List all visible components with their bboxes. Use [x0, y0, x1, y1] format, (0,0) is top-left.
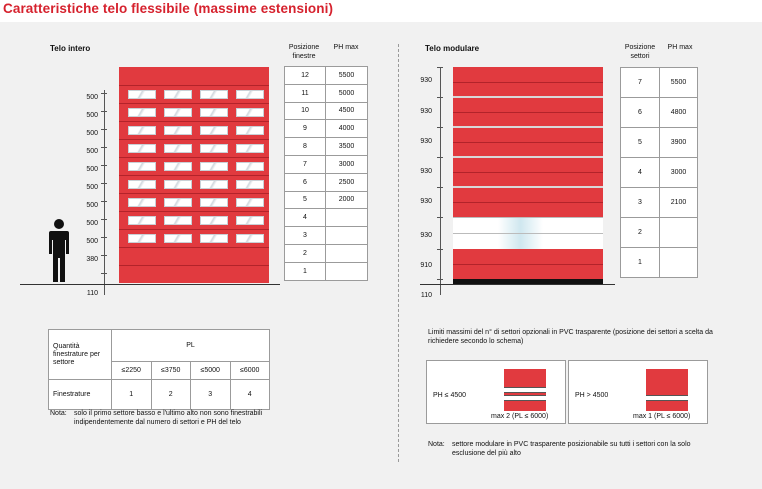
dimension-line [104, 90, 105, 295]
window-panel [236, 162, 264, 171]
dimension-tick [101, 93, 107, 94]
door-groove [119, 193, 269, 194]
window-panel [128, 90, 156, 99]
pl-column: ≤6000 [230, 362, 270, 380]
window-panel [164, 144, 192, 153]
dimension-tick [101, 147, 107, 148]
door-telo-intero [119, 67, 269, 283]
table-row [285, 67, 368, 85]
section-title-telo-intero: Telo intero [50, 44, 91, 53]
sector-joint [453, 96, 603, 98]
dimension-label: 500 [86, 112, 98, 119]
dimension-line [440, 67, 441, 295]
pl-value: 4 [230, 380, 270, 410]
dimension-tick [437, 97, 443, 98]
dimension-label: 500 [86, 130, 98, 137]
pl-row-header: Quantità finestrature per settore [49, 330, 112, 380]
note-label-left: Nota: [50, 410, 67, 417]
sector-joint [453, 186, 603, 188]
dimension-tick [437, 279, 443, 280]
dimension-tick [101, 111, 107, 112]
window-panel [200, 90, 228, 99]
dimension-label: 500 [86, 148, 98, 155]
door-groove [119, 247, 269, 248]
section-title-telo-modulare: Telo modulare [425, 44, 480, 53]
cell-position: 2 [285, 244, 326, 262]
cell-position: 9 [285, 120, 326, 138]
window-panel [164, 162, 192, 171]
dimension-label: 930 [420, 77, 432, 84]
pl-column: ≤5000 [191, 362, 231, 380]
window-panel [236, 144, 264, 153]
dimension-label: 930 [420, 198, 432, 205]
dimension-tick [437, 187, 443, 188]
note-label-right: Nota: [428, 441, 445, 448]
cell-position: 4 [285, 209, 326, 227]
window-panel [236, 198, 264, 207]
table-row [285, 138, 368, 156]
window-panel [236, 180, 264, 189]
cell-position: 12 [285, 67, 326, 85]
window-panel [164, 126, 192, 135]
modular-sector [453, 127, 603, 157]
dimension-label: 930 [420, 138, 432, 145]
dimension-label: 380 [86, 256, 98, 263]
dimension-label: 500 [86, 166, 98, 173]
modular-sector [453, 187, 603, 217]
limit-box-2 [568, 360, 708, 424]
sector-joint [453, 156, 603, 158]
cell-ph-max [660, 248, 698, 278]
limit-box-2-condition: PH > 4500 [575, 392, 609, 399]
door-groove [119, 157, 269, 158]
door-telo-modulare [453, 67, 603, 283]
door-groove [119, 103, 269, 104]
table-row [285, 191, 368, 209]
col-header-posizione-settori: Posizione settori [624, 44, 656, 60]
floor-dimension-label: 110 [420, 292, 432, 299]
cell-ph-max: 2100 [660, 188, 698, 218]
window-panel [200, 162, 228, 171]
cell-ph-max: 4000 [326, 120, 368, 138]
window-panel [128, 126, 156, 135]
pl-value: 1 [112, 380, 152, 410]
note-text-left: solo il primo settore basso e l'ultimo alto non sono finestrabili indipendentemente dal numero di settori e PH del telo [74, 410, 263, 426]
cell-position: 7 [285, 155, 326, 173]
window-panel [236, 126, 264, 135]
col-header-posizione-finestre: Posizione finestre [288, 44, 320, 60]
dimension-label: 500 [86, 94, 98, 101]
cell-ph-max: 3000 [326, 155, 368, 173]
cell-position: 10 [285, 102, 326, 120]
door-groove [453, 172, 603, 173]
cell-ph-max: 2500 [326, 173, 368, 191]
dimension-tick [437, 157, 443, 158]
cell-position: 11 [285, 84, 326, 102]
door-groove [453, 142, 603, 143]
dimension-tick [101, 219, 107, 220]
dimension-label: 500 [86, 202, 98, 209]
window-panel [164, 108, 192, 117]
table-row [285, 173, 368, 191]
cell-ph-max [326, 227, 368, 245]
sector-joint [453, 126, 603, 128]
door-groove [453, 264, 603, 265]
pl-column: ≤3750 [151, 362, 191, 380]
cell-ph-max: 5500 [326, 67, 368, 85]
pl-value: 2 [151, 380, 191, 410]
modular-sector [453, 157, 603, 187]
dimension-label: 500 [86, 184, 98, 191]
window-panel [200, 234, 228, 243]
dimension-label: 500 [86, 220, 98, 227]
dimension-tick [101, 273, 107, 274]
window-panel [128, 180, 156, 189]
pvc-sector [646, 395, 688, 401]
cell-position: 4 [621, 158, 660, 188]
dimension-tick [101, 201, 107, 202]
limits-text: Limiti massimi del n° di settori opzionali in PVC trasparente (posizione dei settori a scelta da richiedere secondo lo schema) [428, 329, 713, 345]
window-panel [200, 144, 228, 153]
table-row [621, 128, 698, 158]
table-row [621, 68, 698, 98]
door-groove [119, 175, 269, 176]
dimension-tick [437, 249, 443, 250]
modular-sector [453, 249, 603, 279]
window-panel [164, 180, 192, 189]
cell-position: 5 [285, 191, 326, 209]
cell-ph-max [326, 244, 368, 262]
cell-ph-max [326, 262, 368, 280]
window-panel [200, 126, 228, 135]
col-header-ph-max: PH max [333, 44, 359, 51]
door-groove [119, 229, 269, 230]
table-row [285, 209, 368, 227]
table-row [285, 244, 368, 262]
dimension-label: 930 [420, 108, 432, 115]
section-divider [398, 44, 399, 462]
table-row [621, 218, 698, 248]
window-panel [164, 234, 192, 243]
cell-ph-max [326, 209, 368, 227]
cell-ph-max: 4500 [326, 102, 368, 120]
dimension-tick [437, 127, 443, 128]
dimension-label: 910 [420, 262, 432, 269]
modular-sector [453, 97, 603, 127]
window-panel [164, 216, 192, 225]
cell-position: 2 [621, 218, 660, 248]
window-panel [164, 90, 192, 99]
modular-sector [453, 67, 603, 97]
window-panel [236, 108, 264, 117]
table-row [285, 120, 368, 138]
window-panel [200, 108, 228, 117]
cell-position: 1 [285, 262, 326, 280]
mini-door-2 [646, 369, 688, 411]
mini-door-1 [504, 369, 546, 411]
window-panel [128, 198, 156, 207]
person-icon [48, 218, 70, 284]
dimension-label: 930 [420, 168, 432, 175]
limit-box-1-condition: PH ≤ 4500 [433, 392, 467, 399]
window-panel [128, 108, 156, 117]
window-panel [236, 234, 264, 243]
pl-label: PL [112, 330, 270, 362]
dimension-label: 930 [420, 232, 432, 239]
table-row [621, 188, 698, 218]
cell-ph-max: 3900 [660, 128, 698, 158]
door-groove [119, 265, 269, 266]
cell-ph-max: 5500 [660, 68, 698, 98]
pl-value: 3 [191, 380, 231, 410]
floor-dimension-label: 110 [86, 290, 98, 297]
cell-position: 6 [285, 173, 326, 191]
table-row [285, 102, 368, 120]
table-row [285, 262, 368, 280]
table-row [285, 84, 368, 102]
dimension-tick [101, 183, 107, 184]
table-row [621, 248, 698, 278]
dimension-tick [437, 67, 443, 68]
cell-ph-max: 5000 [326, 84, 368, 102]
window-panel [236, 216, 264, 225]
window-panel [164, 198, 192, 207]
limit-box-2-caption: max 1 (PL ≤ 6000) [633, 413, 691, 420]
cell-ph-max: 4800 [660, 98, 698, 128]
window-panel [128, 144, 156, 153]
cell-position: 5 [621, 128, 660, 158]
door-groove [119, 85, 269, 86]
cell-ph-max: 3500 [326, 138, 368, 156]
dimension-tick [101, 237, 107, 238]
limit-box-1 [426, 360, 566, 424]
cell-ph-max: 2000 [326, 191, 368, 209]
table-finestre [284, 66, 368, 281]
table-row [621, 158, 698, 188]
table-settori [620, 67, 698, 278]
window-panel [128, 216, 156, 225]
window-panel [200, 216, 228, 225]
limit-box-1-caption: max 2 (PL ≤ 6000) [491, 413, 549, 420]
door-groove [453, 112, 603, 113]
dimension-tick [101, 255, 107, 256]
door-groove [119, 121, 269, 122]
pl-row-label: Finestrature [49, 380, 112, 410]
table-row [621, 98, 698, 128]
door-groove [453, 82, 603, 83]
dimension-tick [437, 217, 443, 218]
table-row [285, 155, 368, 173]
door-groove [119, 139, 269, 140]
cell-position: 3 [285, 227, 326, 245]
cell-ph-max [660, 218, 698, 248]
note-text-right: settore modulare in PVC trasparente posizionabile su tutti i settori con la solo esclusione del più alto [452, 441, 691, 457]
pl-column: ≤2250 [112, 362, 152, 380]
cell-position: 8 [285, 138, 326, 156]
pvc-sector [504, 395, 546, 401]
cell-position: 1 [621, 248, 660, 278]
cell-position: 3 [621, 188, 660, 218]
window-panel [200, 180, 228, 189]
cell-ph-max: 3000 [660, 158, 698, 188]
floor-line [420, 284, 615, 285]
table-pl [48, 329, 270, 410]
door-groove [119, 211, 269, 212]
door-groove [453, 202, 603, 203]
table-row [285, 227, 368, 245]
page-title: Caratteristiche telo flessibile (massime estensioni) [3, 1, 334, 16]
window-panel [128, 234, 156, 243]
dimension-tick [101, 129, 107, 130]
window-panel [200, 198, 228, 207]
dimension-label: 500 [86, 238, 98, 245]
floor-line [20, 284, 280, 285]
pvc-sector [504, 387, 546, 393]
dimension-tick [101, 165, 107, 166]
cell-position: 7 [621, 68, 660, 98]
col-header-ph-max: PH max [667, 44, 693, 51]
cell-position: 6 [621, 98, 660, 128]
window-panel [236, 90, 264, 99]
window-panel [128, 162, 156, 171]
